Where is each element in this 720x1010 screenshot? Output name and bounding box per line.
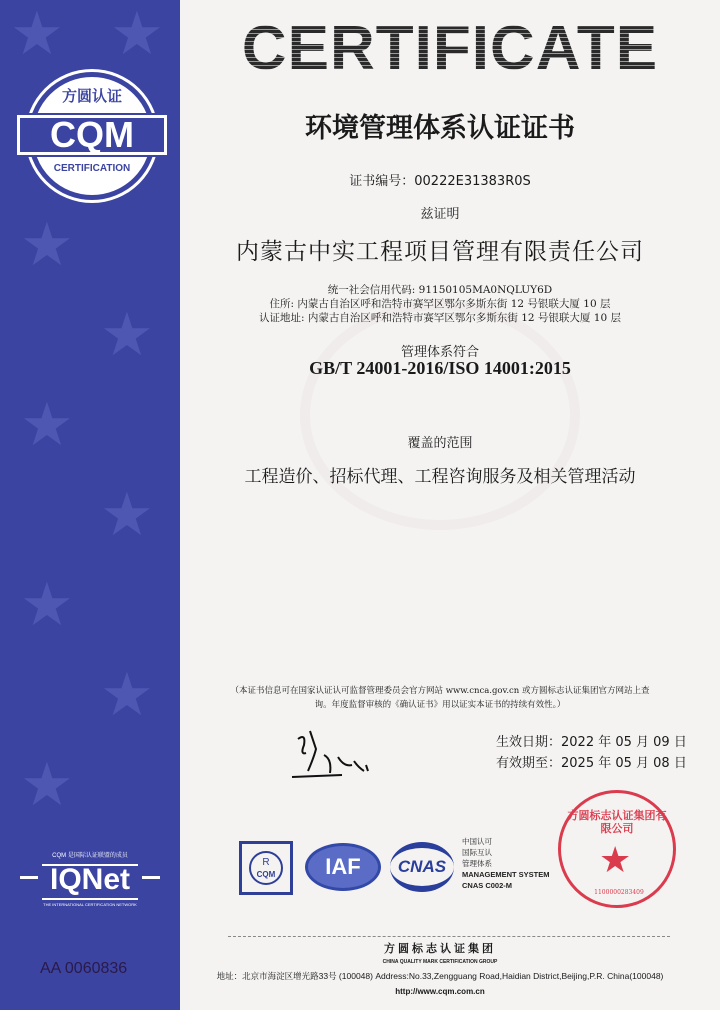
footer-address: 地址：北京市海淀区增光路33号 (100048) Address:No.33,Zengguang Road,Haidian District,Beijing,P.R. China(100048) [216,971,664,981]
group-name-cn: 方圆标志认证集团 [384,942,496,955]
cnas-text: CNAS [397,857,447,876]
note-line-1: （本证书信息可在国家认证认可监督管理委员会官方网站 www.cnca.gov.cn 或方圆标志认证集团官方网站上查 [230,686,650,696]
star-icon: ★ [110,0,164,69]
group-name-en: CHINA QUALITY MARK CERTIFICATION GROUP [382,959,498,965]
iaf-text: IAF [325,854,361,879]
certificate-banner: CERTIFICATE [241,14,659,83]
scope: 工程造价、招标代理、工程咨询服务及相关管理活动 [244,467,636,487]
company-name: 内蒙古中实工程项目管理有限责任公司 [236,239,644,265]
serial-number: AA 0060836 [40,960,128,977]
star-icon: ★ [100,480,154,550]
registered-address: 住所: 内蒙古自治区呼和浩特市赛罕区鄂尔多斯东街 12 号银联大厦 10 层 [269,298,611,310]
star-icon: ★ [20,390,74,460]
iqnet-logo: IQNet [49,863,130,896]
seal-text: 方圆标志认证集团有限公司 [567,809,667,835]
cert-no-value: 00222E31383R0S [414,174,531,189]
official-seal [558,790,676,908]
scope-label: 覆盖的范围 [407,436,473,451]
logo-bottom-text: CERTIFICATION [53,163,131,174]
iqnet-subtitle: THE INTERNATIONAL CERTIFICATION NETWORK [43,902,137,907]
cnas-logo [390,842,454,892]
star-icon: ★ [20,750,74,820]
note-line-2: 询。年度监督审核的《确认证书》用以证实本证书的持续有效性。） [314,700,566,710]
star-icon: ★ [100,660,154,730]
signature [280,725,390,785]
star-icon: ★ [100,300,154,370]
logo-top-text: 方圆认证 [61,87,122,105]
cqm-r-logo [239,841,293,895]
cqm-mark-text: CQM [256,870,276,879]
star-icon: ★ [20,570,74,640]
registered-mark: R [262,857,270,868]
standard: GB/T 24001-2016/ISO 14001:2015 [309,358,571,378]
blue-side-panel [0,0,180,1010]
star-icon: ★ [20,210,74,280]
conform-label: 管理体系符合 [400,345,479,360]
footer-url[interactable]: http://www.cqm.com.cn [395,987,485,996]
divider [228,936,670,937]
star-icon: ★ [10,0,64,69]
certificate-title: 环境管理体系认证证书 [305,113,575,144]
seal-number: 1100000283409 [594,889,644,896]
cqm-watermark [300,300,580,530]
logo-main-text: CQM [17,115,167,155]
iqnet-caption: CQM 是国际认证联盟的成员 [52,853,128,859]
cqm-logo [28,72,156,200]
star-icon: ★ [599,840,632,881]
certified-address: 认证地址: 内蒙古自治区呼和浩特市赛罕区鄂尔多斯东街 12 号银联大厦 10 层 [259,312,621,324]
cert-no-label: 证书编号： [349,174,415,189]
iaf-logo [305,843,381,891]
credit-code: 统一社会信用代码: 91150105MA0NQLUY6D [327,284,553,296]
effective-date: 生效日期：2022 年 05 月 09 日 [496,735,687,750]
hereby-text: 兹证明 [420,207,460,222]
certificate-number [180,170,700,189]
expiry-date: 有效期至：2025 年 05 月 08 日 [496,756,687,771]
cnas-caption: 中国认可 国际互认 管理体系 MANAGEMENT SYSTEM CNAS C002-M [462,837,550,890]
